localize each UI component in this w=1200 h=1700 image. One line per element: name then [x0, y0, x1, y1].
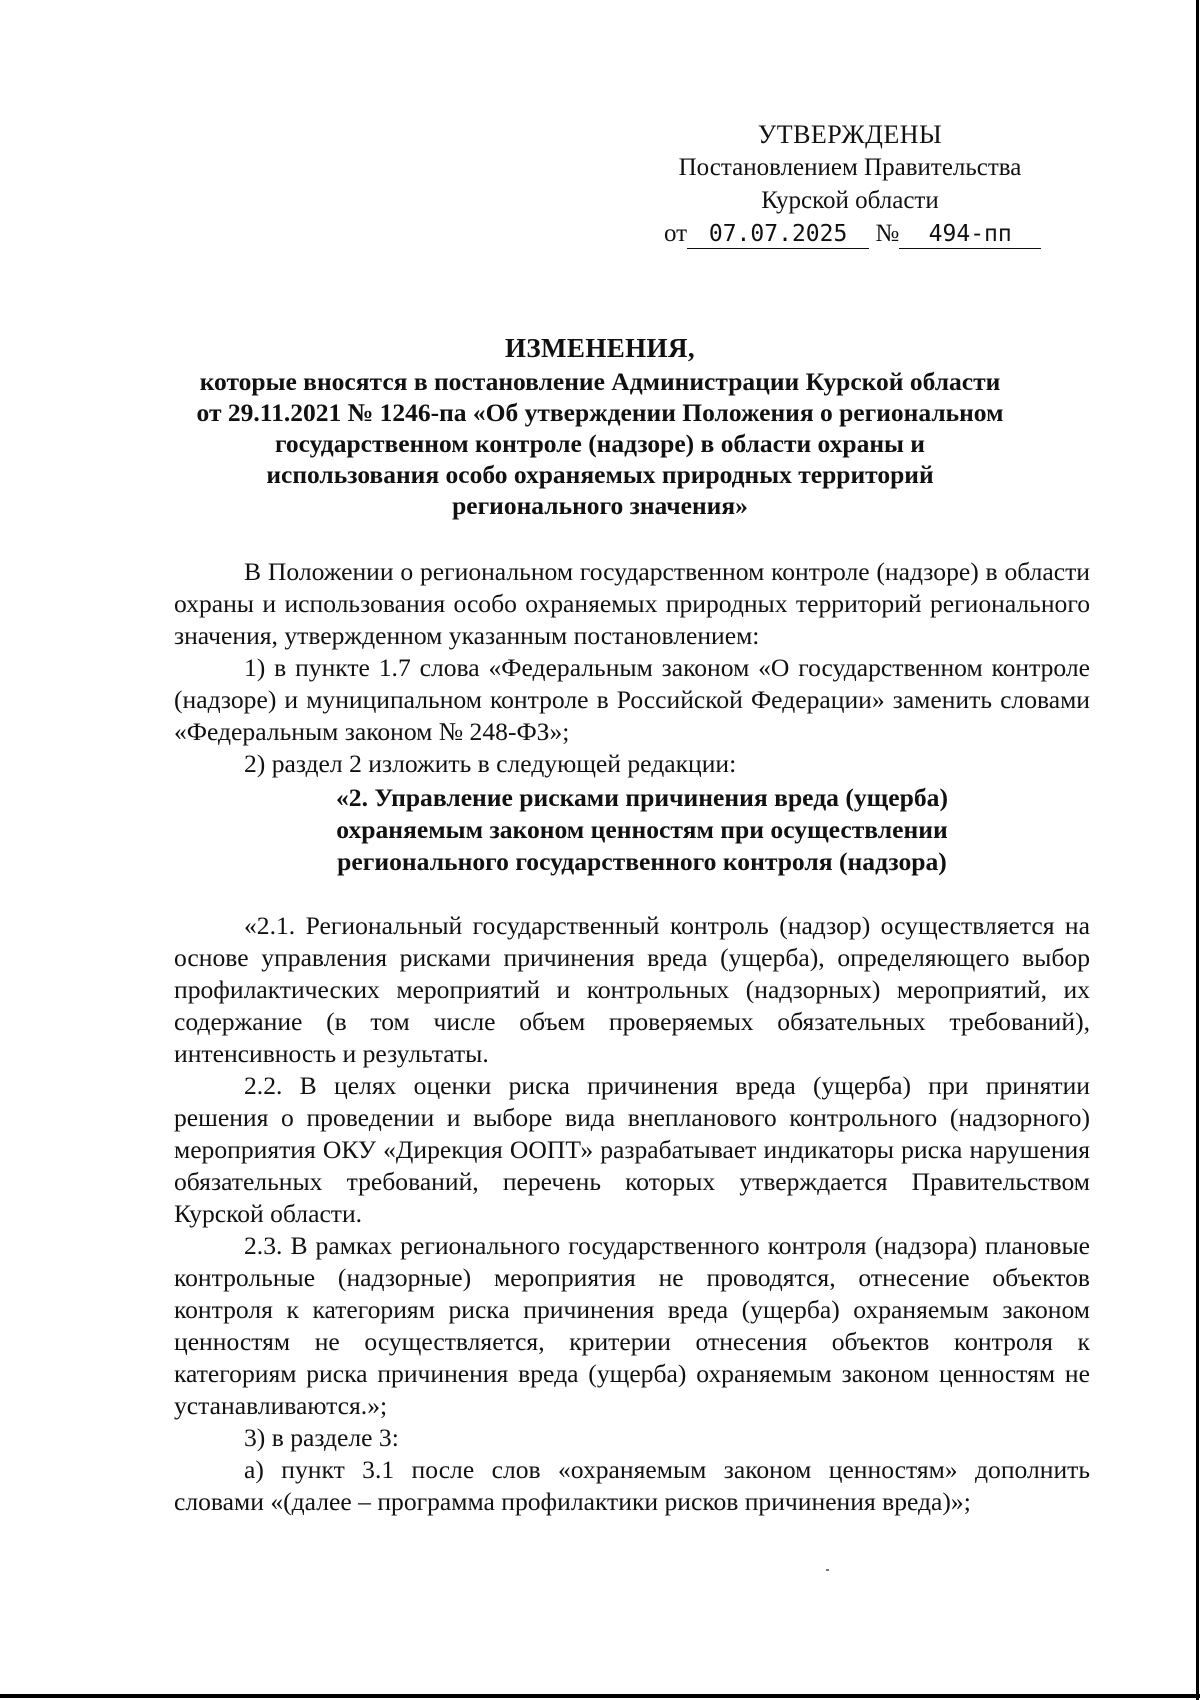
- approval-title: УТВЕРЖДЕНЫ: [757, 120, 943, 149]
- scan-border-right: [1196, 0, 1199, 1700]
- item-3-paragraph: 3) в разделе 3:: [244, 1423, 399, 1452]
- approval-region: Курской области: [761, 187, 939, 214]
- item-3a-paragraph: а) пункт 3.1 после слов «охраняемым законом ценностям» дополнить словами «(далее – программа профилактики рисков причинения вреда)»;: [174, 1455, 1090, 1516]
- from-label: от: [664, 220, 688, 247]
- approval-authority: Постановлением Правительства: [678, 154, 1022, 181]
- heading-line-5: регионального значения»: [452, 491, 748, 520]
- document-body: [174, 556, 1090, 1518]
- heading-line-4: использования особо охраняемых природных территорий: [266, 460, 934, 489]
- document-heading: [150, 330, 1050, 521]
- heading-line-1: которые вносятся в постановление Администрации Курской области: [199, 367, 1001, 396]
- paragraph-2-1: «2.1. Региональный государственный контроль (надзор) осуществляется на основе управления рисками причинения вреда (ущерба), определяющего выбор профилактических мероприятий и контрольных (надзорных) мероприятий, их содержание (в том числе объем проверяемых обязательных требований), интенсивность и результаты.: [174, 911, 1090, 1068]
- section-2-title-line-2: охраняемым законом ценностям при осуществлении: [336, 815, 948, 844]
- section-2-title: [174, 782, 1090, 878]
- scan-speck: [826, 1569, 829, 1571]
- paragraph-2-3: 2.3. В рамках регионального государственного контроля (надзора) плановые контрольные (надзорные) мероприятия не проводятся, отнесение объектов контроля к категориям риска причинения вреда (ущерба) охраняемым законом ценностям не осуществляется, критерии отнесения объектов контроля к категориям риска причинения вреда (ущерба) охраняемым законом ценностям не устанавливаются.»;: [174, 1231, 1090, 1420]
- approval-block: [640, 118, 1060, 250]
- approval-date: 07.07.2025: [687, 220, 869, 249]
- number-label: №: [875, 220, 900, 247]
- spacer: [174, 878, 1090, 910]
- approval-date-number-line: [664, 217, 1060, 250]
- heading-title: ИЗМЕНЕНИЯ,: [504, 333, 695, 363]
- item-1-paragraph: 1) в пункте 1.7 слова «Федеральным законом «О государственном контроле (надзоре) и муниципальном контроле в Российской Федерации» заменить словами «Федеральным законом № 248-ФЗ»;: [174, 653, 1090, 746]
- paragraph-2-2: 2.2. В целях оценки риска причинения вреда (ущерба) при принятии решения о проведении и выборе вида внепланового контрольного (надзорного) мероприятия ОКУ «Дирекция ООПТ» разрабатывает индикаторы риска нарушения обязательных требований, перечень которых утверждается Правительством Курской области.: [174, 1071, 1090, 1228]
- item-2-paragraph: 2) раздел 2 изложить в следующей редакции:: [244, 749, 737, 778]
- section-2-title-line-1: «2. Управление рисками причинения вреда (ущерба): [336, 783, 948, 812]
- intro-paragraph: В Положении о региональном государственном контроле (надзоре) в области охраны и использования особо охраняемых природных территорий регионального значения, утвержденном указанным постановлением:: [174, 557, 1090, 650]
- scan-border-bottom: [0, 1694, 1200, 1698]
- section-2-title-line-3: регионального государственного контроля (надзора): [337, 847, 947, 876]
- heading-line-3: государственном контроле (надзоре) в области охраны и: [274, 429, 925, 458]
- heading-line-2: от 29.11.2021 № 1246-па «Об утверждении Положения о региональном: [196, 398, 1004, 427]
- approval-number: 494-пп: [899, 220, 1041, 249]
